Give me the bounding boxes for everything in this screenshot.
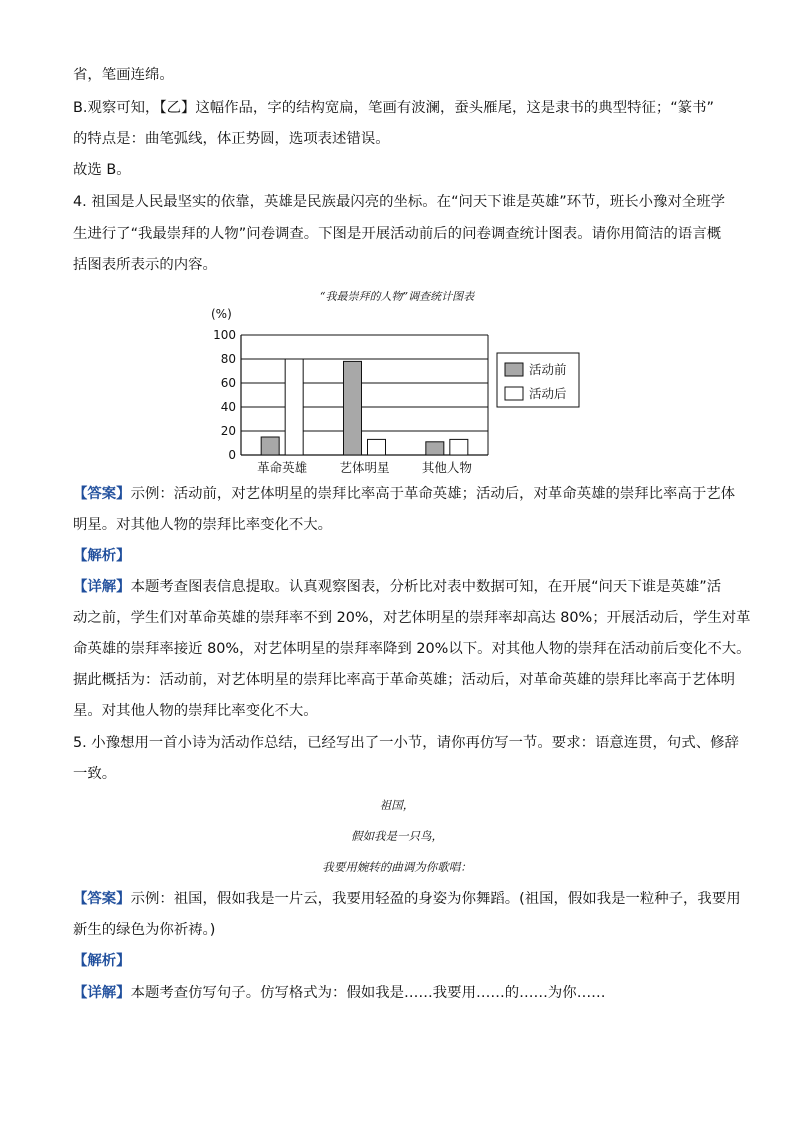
detail-text: 本题考查仿写句子。仿写格式为：假如我是……我要用……的……为你…… [130, 985, 606, 1001]
bar-before [261, 437, 279, 455]
answer-tag: 【答案】 [73, 486, 131, 502]
chart-title: “我最崇拜的人物”调查统计图表 [319, 290, 475, 303]
detail-4-line: 星。对其他人物的崇拜比率变化不大。 [73, 703, 318, 719]
x-tick-label: 革命英雄 [257, 460, 308, 475]
text-line: 的特点是：曲笔弧线，体正势圆，选项表述错误。 [73, 131, 390, 147]
legend-swatch [505, 363, 523, 376]
x-tick-label: 艺体明星 [339, 460, 390, 475]
poem-line: 祖国， [379, 798, 415, 812]
y-tick-label: 80 [220, 352, 236, 366]
poem-line: 假如我是一只鸟， [351, 829, 443, 843]
analysis-tag: 【解析】 [73, 548, 131, 564]
answer-5 [73, 890, 741, 908]
x-tick-label: 其他人物 [421, 460, 472, 475]
y-tick-label: 40 [220, 400, 236, 414]
y-tick-label: 20 [220, 424, 236, 438]
detail-text: 本题考查图表信息提取。认真观察图表，分析比对表中数据可知，在开展“问天下谁是英雄”活 [130, 579, 722, 595]
question-5-line: 一致。 [73, 766, 117, 782]
bar-after [285, 359, 303, 455]
text-line: B.观察可知，【乙】这幅作品，字的结构宽扁，笔画有波澜，蚕头雁尾，这是隶书的典型特征；“篆书” [73, 100, 714, 116]
y-tick-label: 0 [228, 448, 236, 462]
y-tick-label: 100 [213, 328, 236, 342]
answer-text: 示例：活动前，对艺体明星的崇拜比率高于革命英雄；活动后，对革命英雄的崇拜比率高于艺体 [130, 486, 735, 502]
answer-5-cont: 新生的绿色为你祈祷。) [73, 922, 216, 938]
answer-4-cont: 明星。对其他人物的崇拜比率变化不大。 [73, 517, 333, 533]
bar-after [450, 439, 468, 455]
y-tick-label: 60 [220, 376, 236, 390]
question-4-line: 4. 祖国是人民最坚实的依靠，英雄是民族最闪亮的坐标。在“问天下谁是英雄”环节，班长小豫对全班学 [73, 194, 726, 210]
detail-4-line: 动之前，学生们对革命英雄的崇拜率不到 20%，对艺体明星的崇拜率却高达 80%；开展活动后，学生对革 [73, 610, 751, 626]
bar-chart [195, 302, 595, 482]
detail-4-line: 命英雄的崇拜率接近 80%，对艺体明星的崇拜率降到 20%以下。对其他人物的崇拜在活动前后变化不大。 [73, 641, 751, 657]
y-axis-unit-label: (%) [211, 307, 232, 321]
answer-tag: 【答案】 [73, 891, 131, 907]
legend-swatch [505, 387, 523, 400]
bar-after [368, 439, 386, 455]
answer-text: 示例：祖国，假如我是一片云，我要用轻盈的身姿为你舞蹈。(祖国，假如我是一粒种子，我要用 [130, 891, 741, 907]
analysis-4 [73, 547, 131, 565]
analysis-tag: 【解析】 [73, 953, 131, 969]
detail-tag: 【详解】 [73, 985, 131, 1001]
question-5-line: 5. 小豫想用一首小诗为活动作总结，已经写出了一小节，请你再仿写一节。要求：语意连贯，句式、修辞 [73, 735, 739, 751]
detail-4 [73, 578, 721, 596]
bar-before [426, 442, 444, 455]
answer-4 [73, 485, 735, 503]
bar-before [344, 361, 362, 455]
detail-5 [73, 984, 605, 1002]
detail-4-line: 据此概括为：活动前，对艺体明星的崇拜比率高于革命英雄；活动后，对革命英雄的崇拜比率高于艺体明 [73, 672, 735, 688]
text-line: 故选 B。 [73, 162, 131, 178]
detail-tag: 【详解】 [73, 579, 131, 595]
text-line: 省，笔画连绵。 [73, 67, 174, 83]
question-4-line: 生进行了“我最崇拜的人物”问卷调查。下图是开展活动前后的问卷调查统计图表。请你用简洁的语言概 [73, 226, 722, 242]
analysis-5 [73, 952, 131, 970]
legend-label: 活动前 [529, 362, 567, 377]
poem-line: 我要用婉转的曲调为你歌唱： [322, 860, 472, 874]
legend-label: 活动后 [529, 386, 567, 401]
question-4-line: 括图表所表示的内容。 [73, 257, 217, 273]
